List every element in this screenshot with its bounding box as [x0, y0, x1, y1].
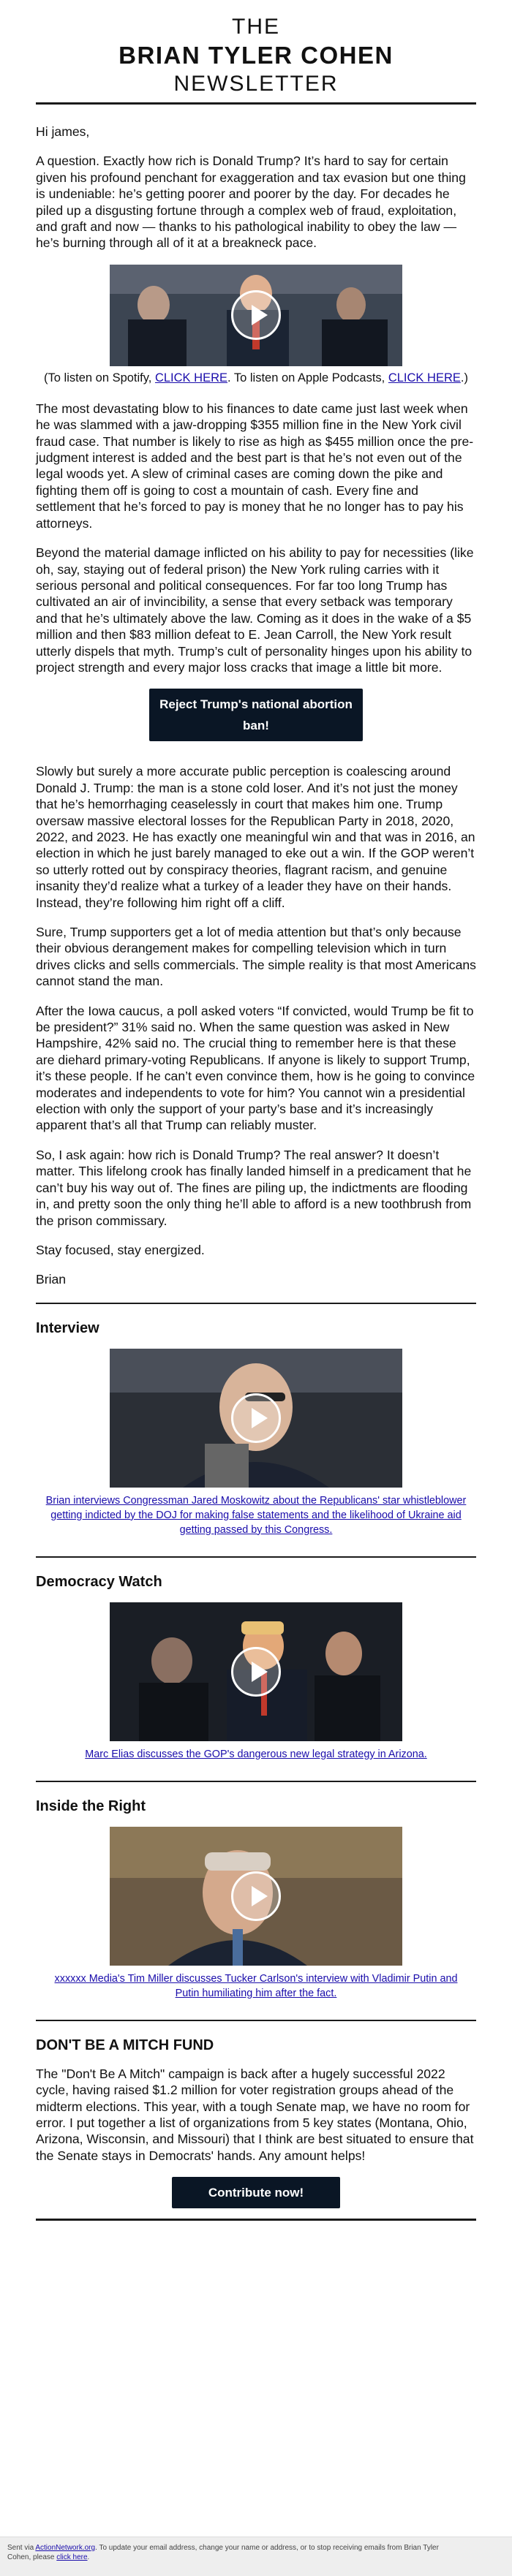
play-icon[interactable]	[231, 1647, 281, 1697]
signoff: Stay focused, stay energized.	[36, 1242, 205, 1257]
divider-interview	[36, 1303, 476, 1304]
paragraph-2: The most devastating blow to his finances to date came just last week when he was slammed with a jaw-dropping $355 million fine in the New York civil fraud case. That number is likely to rise as high as $455 million once the pre-judgment interest is added and the best part is that he’s not even out of the legal woods yet. A slew of criminal cases are coming down the pike and fighting them off is going to cost a mountain of cash. Every fine and settlement that he’s forced to pay is money that he no longer has to pay his attorneys.	[36, 401, 474, 531]
divider-democracy	[36, 1556, 476, 1558]
reject-abortion-ban-button[interactable]: Reject Trump's national abortion ban!	[149, 689, 363, 741]
listen-text-1: (To listen on Spotify,	[44, 371, 155, 384]
masthead-the: THE	[232, 15, 280, 39]
listen-links	[36, 371, 476, 386]
interview-video-thumbnail[interactable]	[110, 1349, 402, 1488]
paragraph-4: Slowly but surely a more accurate public perception is coalescing around Donald J. Trump: the man is a stone cold loser. And it’s not just the money that he’s hemorrhaging ceaselessly in court that makes him one. Trump oversaw massive electoral losses for the Republican Party in 2018, 2020, 2022, and 2023. He has exactly one meaningful win and that was in 2016, an election in which he just barely managed to eke out a win. If the GOP weren’t so utterly rotted out by conspiracy theories, flagrant racism, and genuine insanity they’d realize what a turkey of a leader they have on their hands. Instead, they’re following him right off a cliff.	[36, 764, 475, 910]
paragraph-6: After the Iowa caucus, a poll asked voters “If convicted, would Trump be fit to be president?” 31% said no. When the same question was asked in New Hampshire, 42% said no. The crucial thing to remember here is that these are diehard primary-voting Republicans. If anyone is likely to support Trump, it’s these people. If he can’t even convince them, how is he going to convince moderates and independents to vote for him? You cannot win a presidential election with only the support of your party’s base and it’s increasingly apparent that’s all that Trump can reliably muster.	[36, 1003, 475, 1133]
paragraph-1: A question. Exactly how rich is Donald Trump? It’s hard to say for certain given his profound penchant for exaggeration and tax evasion but one thing is undeniable: he’s getting poorer and poorer by the day. For decades he piled up a disgusting fortune through a complex web of fraud, exploitation, and graft and now — thanks to his pathological inability to obey the law — he’s burning through all of it at a breakneck pace.	[36, 154, 466, 251]
paragraph-3: Beyond the material damage inflicted on his ability to pay for necessities (like oh, say, staying out of federal prison) the New York ruling carries with it serious personal and political consequences. For far too long Trump has cultivated an air of invincibility, a sense that every setback was temporary and that he’s ultimately above the law. Coming as it does in the wake of a $5 million and then $83 million defeat to E. Jean Carroll, the New York result utterly dispels that myth. Trump’s cult of personality hinges upon his ability to project strength and every major loss cracks that image a little bit more.	[36, 545, 474, 675]
bottom-divider	[36, 2219, 476, 2221]
contribute-button[interactable]: Contribute now!	[172, 2177, 340, 2208]
interview-caption[interactable]: Brian interviews Congressman Jared Moskowitz about the Republicans' star whistleblower getting indicted by the DOJ for making false statements and the likelihood of Ukraine aid getting passed by this Congress.	[45, 1494, 467, 1536]
paragraph-5: Sure, Trump supporters get a lot of media attention but that’s only because their obvious derangement makes for compelling television which in turn drives clicks and sells commercials. The simple reality is that most Americans cannot stand the man.	[36, 925, 476, 989]
right-heading: Inside the Right	[36, 1797, 146, 1814]
footer-text-3: .	[87, 2553, 90, 2561]
hero-video-thumbnail[interactable]	[110, 265, 402, 366]
divider-right	[36, 1781, 476, 1782]
paragraph-7: So, I ask again: how rich is Donald Trump? The real answer? It doesn’t matter. This lifelong crook has finally landed himself in a predicament that he can’t buy his way out of. The fines are piling up, the indictments are flooding in, and pretty soon the only thing he’ll able to afford is a new toothbrush from the prison commissary.	[36, 1147, 472, 1228]
divider-mitch	[36, 2020, 476, 2021]
footer	[0, 2537, 512, 2576]
newsletter-body	[36, 0, 476, 2221]
footer-text-2: . To update your email address, change your name or address, or to stop receiving emails from Brian Tyler Cohen, please	[7, 2544, 439, 2561]
masthead-divider	[36, 102, 476, 105]
masthead	[36, 0, 476, 98]
spotify-link[interactable]: CLICK HERE	[154, 371, 227, 384]
listen-text-2: . To listen on Apple Podcasts,	[227, 371, 388, 384]
democracy-heading: Democracy Watch	[36, 1573, 162, 1590]
listen-text-3: .)	[460, 371, 468, 384]
mitch-body: The "Don't Be A Mitch" campaign is back after a hugely successful 2022 cycle, having raised $1.2 million for voter registration groups ahead of the midterm elections. This year, with a tough Senate map, we have no room for error. I put together a list of organizations from 5 key states (Montana, Ohio, Arizona, Wisconsin, and Missouri) that I think are best situated to ensure that the Senate stays in Democrats' hands. Any amount helps!	[36, 2066, 474, 2163]
actionnetwork-link[interactable]: ActionNetwork.org	[35, 2544, 96, 2552]
mitch-heading: DON'T BE A MITCH FUND	[36, 2037, 214, 2053]
democracy-caption[interactable]: Marc Elias discusses the GOP's dangerous new legal strategy in Arizona.	[85, 1748, 427, 1760]
unsubscribe-link[interactable]: click here	[56, 2553, 88, 2561]
footer-text	[0, 2537, 453, 2568]
play-icon[interactable]	[231, 1871, 281, 1921]
play-icon[interactable]	[231, 1393, 281, 1443]
play-icon[interactable]	[231, 290, 281, 340]
greeting: Hi james,	[36, 124, 90, 139]
democracy-video-thumbnail[interactable]	[110, 1602, 402, 1741]
footer-text-1: Sent via	[7, 2544, 36, 2552]
right-caption[interactable]: xxxxxx Media's Tim Miller discusses Tucker Carlson's interview with Vladimir Putin and Putin humiliating him after the fact.	[54, 1972, 458, 1999]
apple-podcasts-link[interactable]: CLICK HERE	[388, 371, 461, 384]
masthead-newsletter: NEWSLETTER	[173, 72, 339, 96]
signature: Brian	[36, 1272, 67, 1287]
right-video-thumbnail[interactable]	[110, 1827, 402, 1966]
masthead-name: BRIAN TYLER COHEN	[118, 42, 394, 69]
interview-heading: Interview	[36, 1319, 99, 1336]
